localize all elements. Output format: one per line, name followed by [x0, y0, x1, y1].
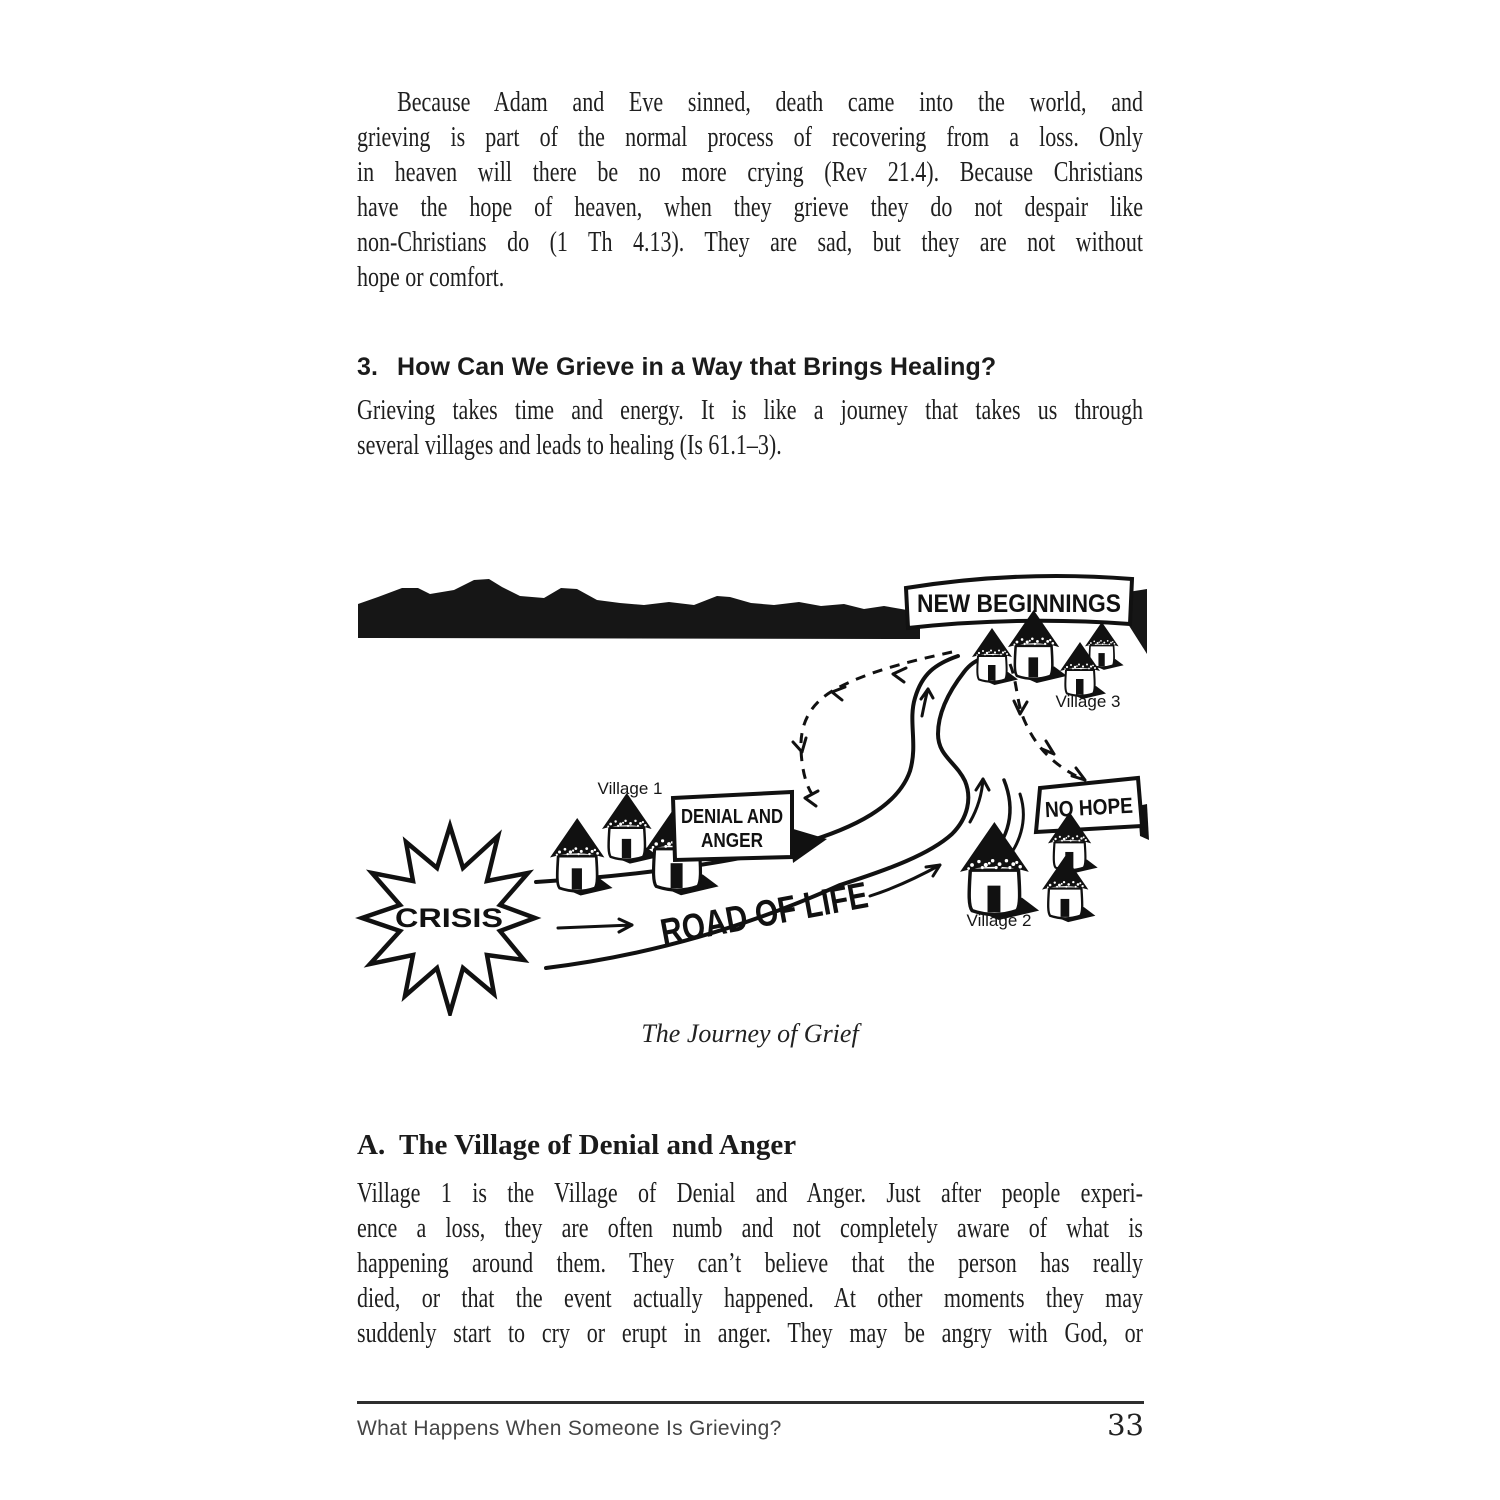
hut-icon — [602, 793, 659, 864]
village-3-label: Village 3 — [1055, 692, 1121, 711]
running-footer-title: What Happens When Someone Is Grieving? — [357, 1417, 782, 1440]
text-line: ence a loss, they are often numb and not completely aware of what is — [357, 1213, 1143, 1244]
section-heading-a — [357, 1129, 1143, 1162]
section-title: The Village of Denial and Anger — [399, 1129, 797, 1161]
figure-caption: The Journey of Grief — [641, 1019, 859, 1048]
denial-anger-label-line2: ANGER — [701, 830, 764, 852]
village-2 — [960, 812, 1098, 930]
text-line: suddenly start to cry or erupt in anger. They may be angry with God, or — [357, 1318, 1143, 1349]
text-line: Because Adam and Eve sinned, death came into the world, and — [397, 87, 1143, 118]
text-line: Village 1 is the Village of Denial and Anger. Just after people experi- — [357, 1178, 1143, 1209]
road-of-life-label: ROAD OF LIFE — [657, 864, 922, 953]
section-heading-3 — [357, 353, 1143, 382]
hut-icon — [960, 822, 1039, 920]
text-line: hope or comfort. — [357, 262, 505, 293]
paragraph-2 — [357, 393, 1143, 463]
text-line: non-Christians do (1 Th 4.13). They are sad, but they are not without — [357, 227, 1143, 258]
no-hope-label: NO HOPE — [1044, 792, 1147, 823]
text-line: grieving is part of the normal process of recovering from a loss. Only — [357, 122, 1143, 153]
section-number: 3. — [357, 353, 379, 381]
new-beginnings-sign — [906, 576, 1132, 628]
text-line: died, or that the event actually happened. At other moments they may — [357, 1283, 1143, 1314]
page-number: 33 — [1107, 1408, 1144, 1442]
crisis-label: CRISIS — [395, 903, 503, 933]
paragraph-1 — [357, 85, 1143, 295]
text-line: Grieving takes time and energy. It is like a journey that takes us through — [357, 395, 1143, 426]
village-3 — [972, 610, 1124, 711]
section-number: A. — [357, 1129, 386, 1161]
journey-of-grief-figure — [350, 566, 1150, 1016]
new-beginnings-label: NEW BEGINNINGS — [917, 590, 1121, 618]
crisis-starburst — [362, 826, 535, 1013]
village-1-label: Village 1 — [597, 779, 663, 798]
text-line: have the hope of heaven, when they grieve they do not despair like — [357, 192, 1143, 223]
village-2-label: Village 2 — [966, 911, 1032, 930]
hut-icon — [972, 628, 1018, 685]
section-title: How Can We Grieve in a Way that Brings Healing? — [397, 353, 997, 381]
footer-rule — [357, 1401, 1144, 1404]
text-line: happening around them. They can’t believe that the person has really — [357, 1248, 1143, 1279]
denial-anger-label-line1: DENIAL AND — [681, 806, 783, 828]
no-hope-sign — [1036, 778, 1149, 840]
denial-and-anger-sign — [673, 792, 827, 863]
hut-icon — [550, 818, 613, 896]
paragraph-3 — [357, 1176, 1143, 1351]
text-line: several villages and leads to healing (Is 61.1–3). — [357, 430, 782, 461]
text-line: in heaven will there be no more crying (Rev 21.4). Because Christians — [357, 157, 1143, 188]
page-footer — [357, 1408, 1144, 1442]
